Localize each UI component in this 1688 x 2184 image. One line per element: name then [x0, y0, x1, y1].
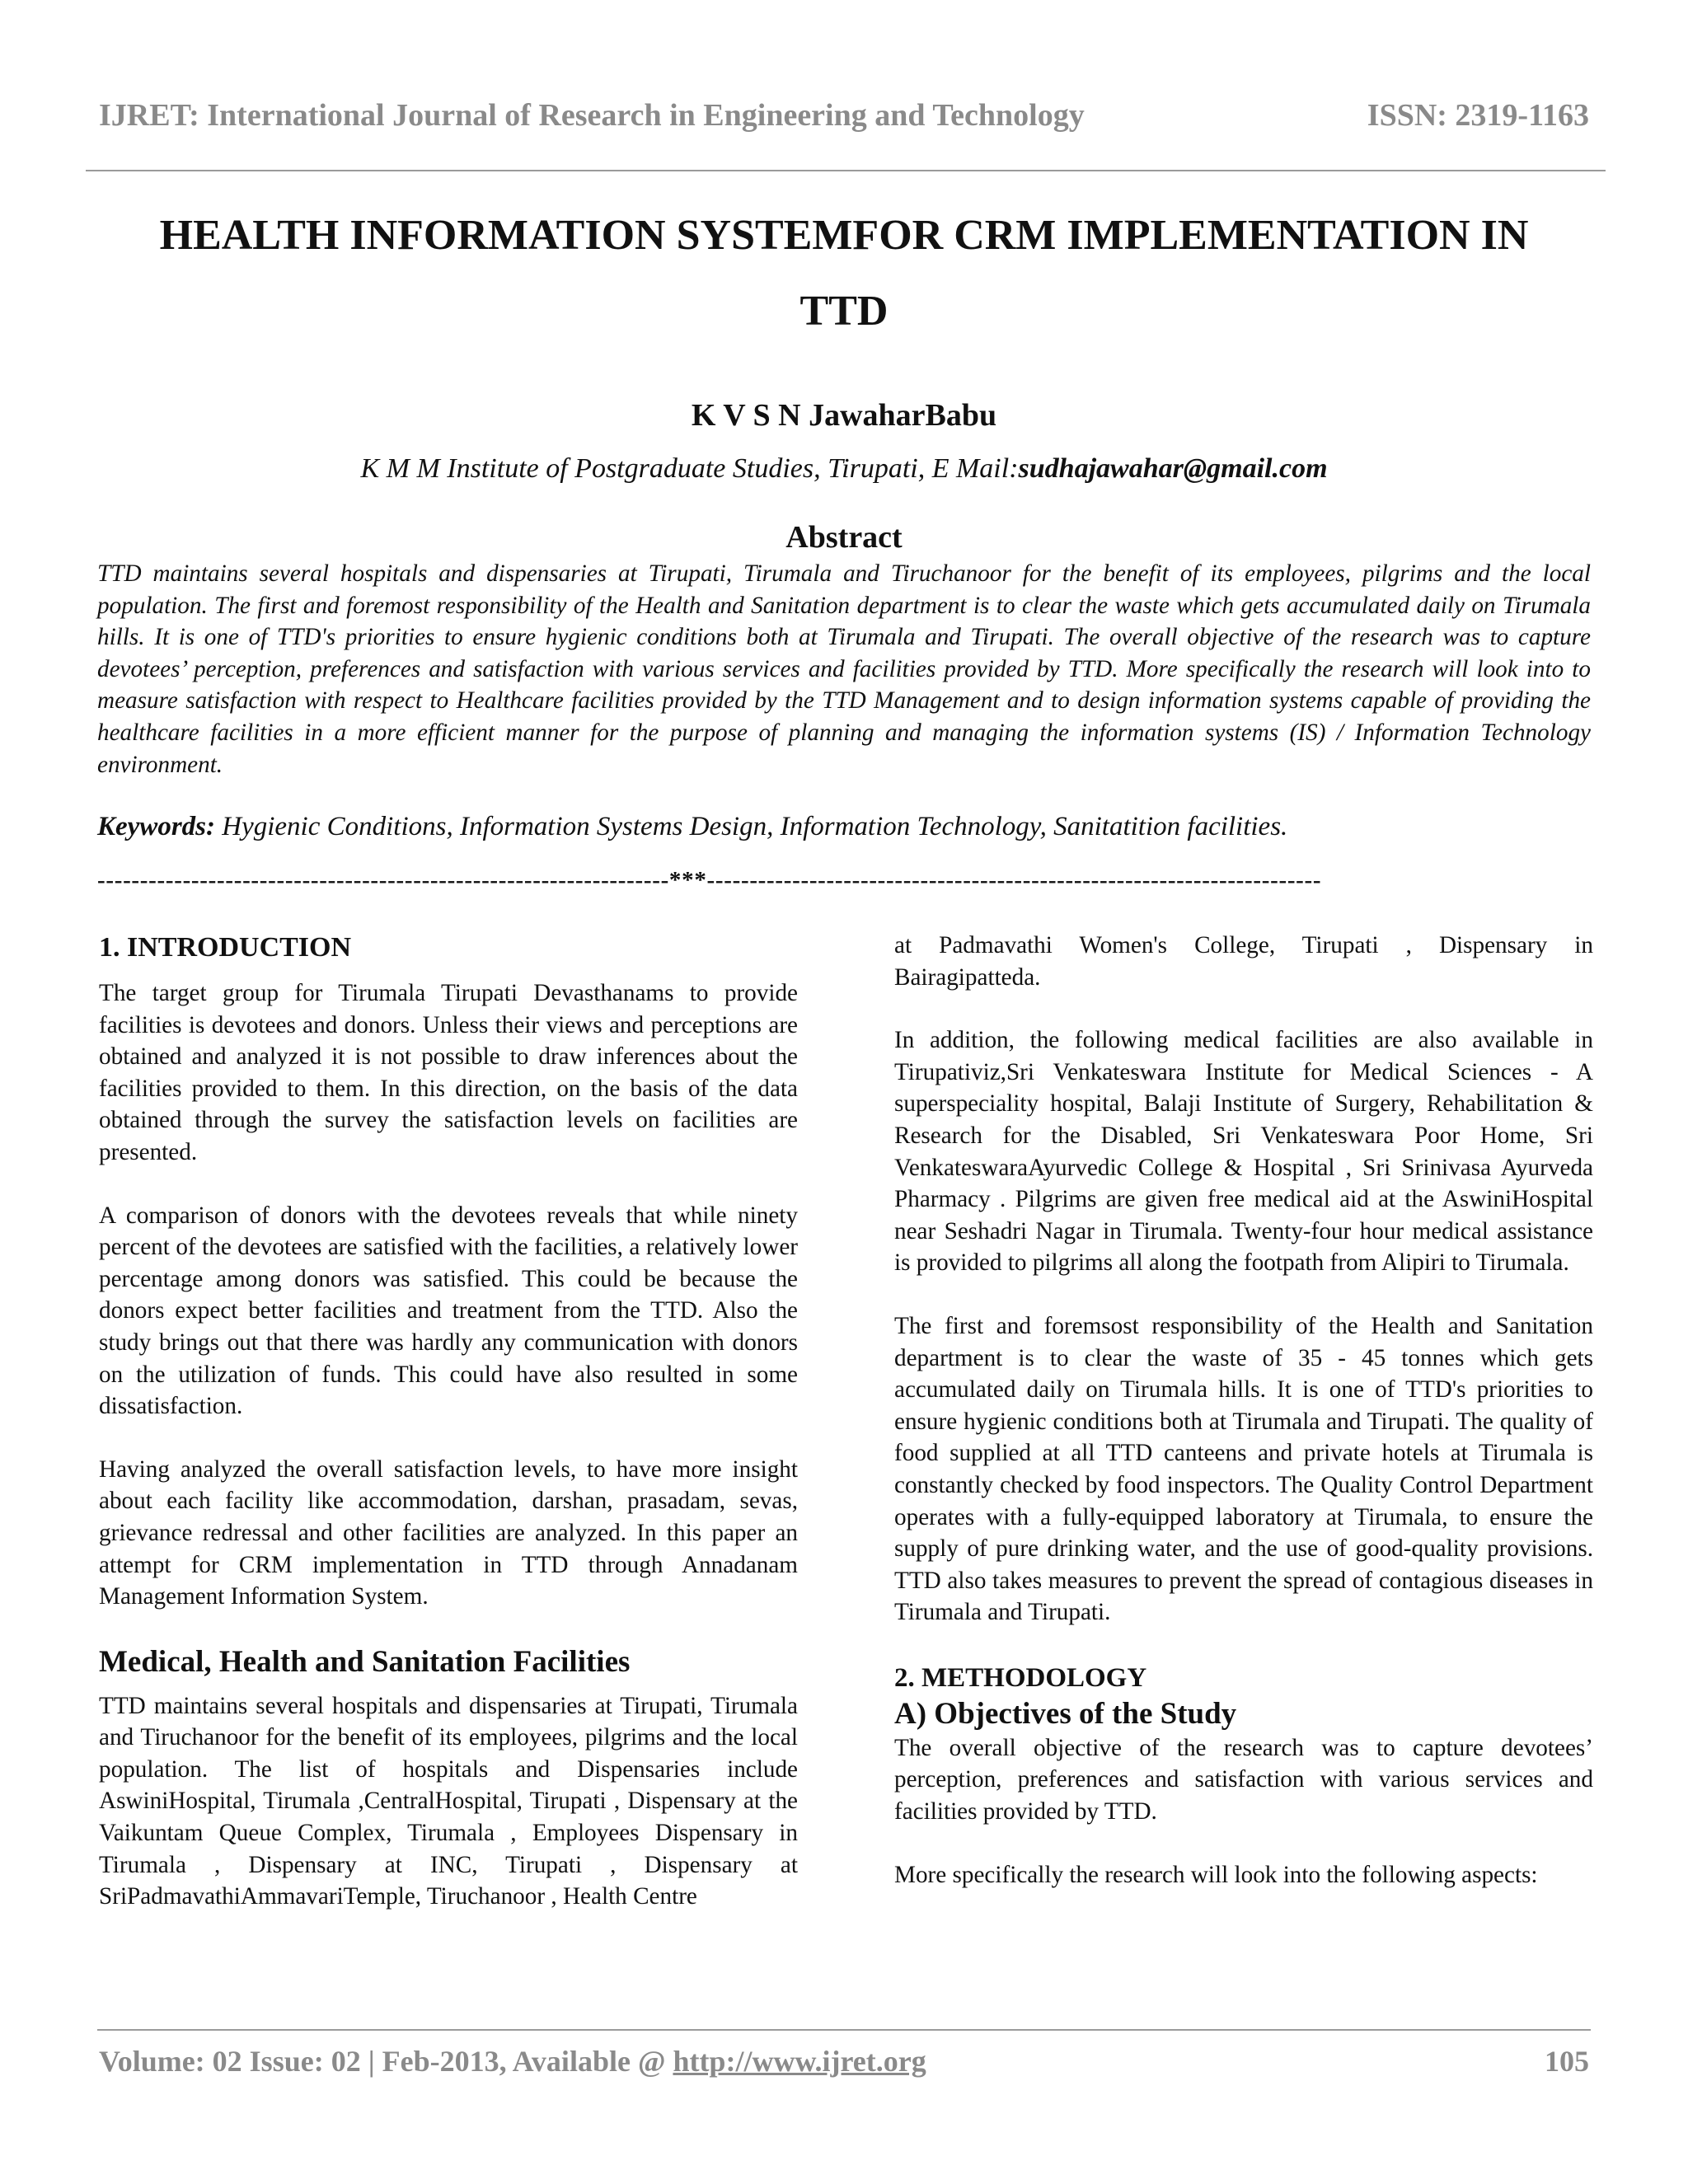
medical-paragraph-1: TTD maintains several hospitals and dispensaries at Tirupati, Tirumala and Tiruchanoor for the benefit of its employees, pilgrims and the local population. The list of hospitals and Dispensaries include AswiniHospital, Tirumala ,CentralHospital, Tirupati , Dispensary at the Vaikuntam Queue Complex, Tirumala , Employees Dispensary in Tirumala , Dispensary at INC, Tirupati , Dispensary at SriPadmavathiAmmavariTemple, Tiruchanoor , Health Centre: [99, 1692, 798, 1910]
abstract-heading: Abstract: [785, 520, 903, 555]
right-paragraph-2: In addition, the following medical facilities are also available in Tirupativiz,Sri Venkateswara Institute for Medical Sciences - A superspeciality hospital, Balaji Institute of Surgery, Rehabilitation & Research for the Disabled, Sri Venkateswara Poor Home, Sri VenkateswaraAyurvedic College & Hospital , Sri Srinivasa Ayurveda Pharmacy . Pilgrims are given free medical aid at the AswiniHospital near Seshadri Nagar in Tirumala. Twenty-four hour medical assistance is provided to pilgrims all along the footpath from Alipiri to Tirumala.: [894, 1027, 1593, 1277]
intro-paragraph-1: The target group for Tirumala Tirupati Devasthanams to provide facilities is devotees and donors. Unless their views and perceptions are obtained and analyzed it is not possible to draw inferences about the facilities provided to them. In this direction, on the basis of the data obtained through the survey the satisfaction levels on facilities are presented.: [99, 980, 798, 1165]
author-name: K V S N JawaharBabu: [691, 398, 997, 433]
intro-paragraph-2: A comparison of donors with the devotees reveals that while ninety percent of the devotees are satisfied with the facilities, a relatively lower percentage among donors was satisfied. This could be because the donors expect better facilities and treatment from the TTD. Also the study brings out that there was hardly any communication with donors on the utilization of funds. This could have also resulted in some dissatisfaction.: [99, 1202, 798, 1420]
title-line-2: TTD: [799, 288, 889, 335]
journal-name: IJRET: International Journal of Research in Engineering and Technology: [99, 98, 1085, 133]
aspects-paragraph: More specifically the research will look into the following aspects:: [894, 1861, 1538, 1888]
issn: ISSN: 2319-1163: [1367, 98, 1589, 133]
keywords-label: Keywords:: [97, 812, 215, 841]
objectives-paragraph: The overall objective of the research was to capture devotees’ perception, preferences and satisfaction with various services and facilities provided by TTD.: [894, 1734, 1593, 1825]
abstract-text: TTD maintains several hospitals and dispensaries at Tirupati, Tirumala and Tiruchanoor for the benefit of its employees, pilgrims and the local population. The first and foremost responsibility of the Health and Sanitation department is to clear the waste which gets accumulated daily on Tirumala hills. It is one of TTD's priorities to ensure hygienic conditions both at Tirumala and Tirupati. The overall objective of the research was to capture devotees’ perception, preferences and satisfaction with various services and facilities provided by TTD. More specifically the research will look into to measure satisfaction with respect to Healthcare facilities provided by the TTD Management and to design information systems capable of providing the healthcare facilities in a more efficient manner for the purpose of planning and managing the information systems (IS) / Information Technology environment.: [97, 560, 1591, 778]
footer-rule: [97, 2029, 1591, 2031]
title-line-1: HEALTH INFORMATION SYSTEMFOR CRM IMPLEMENTATION IN: [159, 212, 1529, 259]
affiliation-text: K M M Institute of Postgraduate Studies, Tirupati, E Mail:: [360, 453, 1019, 484]
keywords: [97, 812, 1591, 842]
objectives-heading: A) Objectives of the Study: [894, 1696, 1237, 1731]
right-paragraph-1: at Padmavathi Women's College, Tirupati , Dispensary in Bairagipatteda.: [894, 932, 1593, 991]
author-email[interactable]: sudhajawahar@gmail.com: [1018, 453, 1328, 484]
footer-volume-text: Volume: 02 Issue: 02 | Feb-2013, Available @: [99, 2045, 673, 2078]
right-column: [894, 930, 1593, 1891]
introduction-heading: 1. INTRODUCTION: [99, 932, 352, 963]
right-paragraph-3: The first and foremsost responsibility of the Health and Sanitation department is to clear the waste of 35 - 45 tonnes which gets accumulated daily on Tirumala hills. It is one of TTD's priorities to ensure hygienic conditions both at Tirumala and Tirupati. The quality of food supplied at all TTD canteens and private hotels at Tirumala is constantly checked by food inspectors. The Quality Control Department operates with a fully-equipped laboratory at Tirumala, to ensure the supply of pure drinking water, and the use of good-quality provisions. TTD also takes measures to prevent the spread of contagious diseases in Tirumala and Tirupati.: [894, 1312, 1593, 1626]
section-separator: -------------------------------------------------------------------***------------------------------------------------------------------------: [97, 867, 1322, 893]
header-rule: [86, 170, 1606, 171]
page-number: 105: [1545, 2045, 1589, 2078]
intro-paragraph-3: Having analyzed the overall satisfaction levels, to have more insight about each facility like accommodation, darshan, prasadam, sevas, grievance redressal and other facilities are analyzed. In this paper an attempt for CRM implementation in TTD through Annadanam Management Information System.: [99, 1455, 798, 1610]
left-column: [99, 930, 798, 1913]
medical-facilities-heading: Medical, Health and Sanitation Facilities: [99, 1644, 631, 1679]
keywords-list: Hygienic Conditions, Information Systems Design, Information Technology, Sanitatition facilities.: [215, 812, 1288, 841]
journal-url-link[interactable]: http://www.ijret.org: [673, 2045, 926, 2078]
methodology-heading: 2. METHODOLOGY: [894, 1662, 1147, 1693]
paper-title: [82, 198, 1606, 349]
affiliation: [82, 453, 1606, 485]
footer-volume: [99, 2044, 926, 2079]
